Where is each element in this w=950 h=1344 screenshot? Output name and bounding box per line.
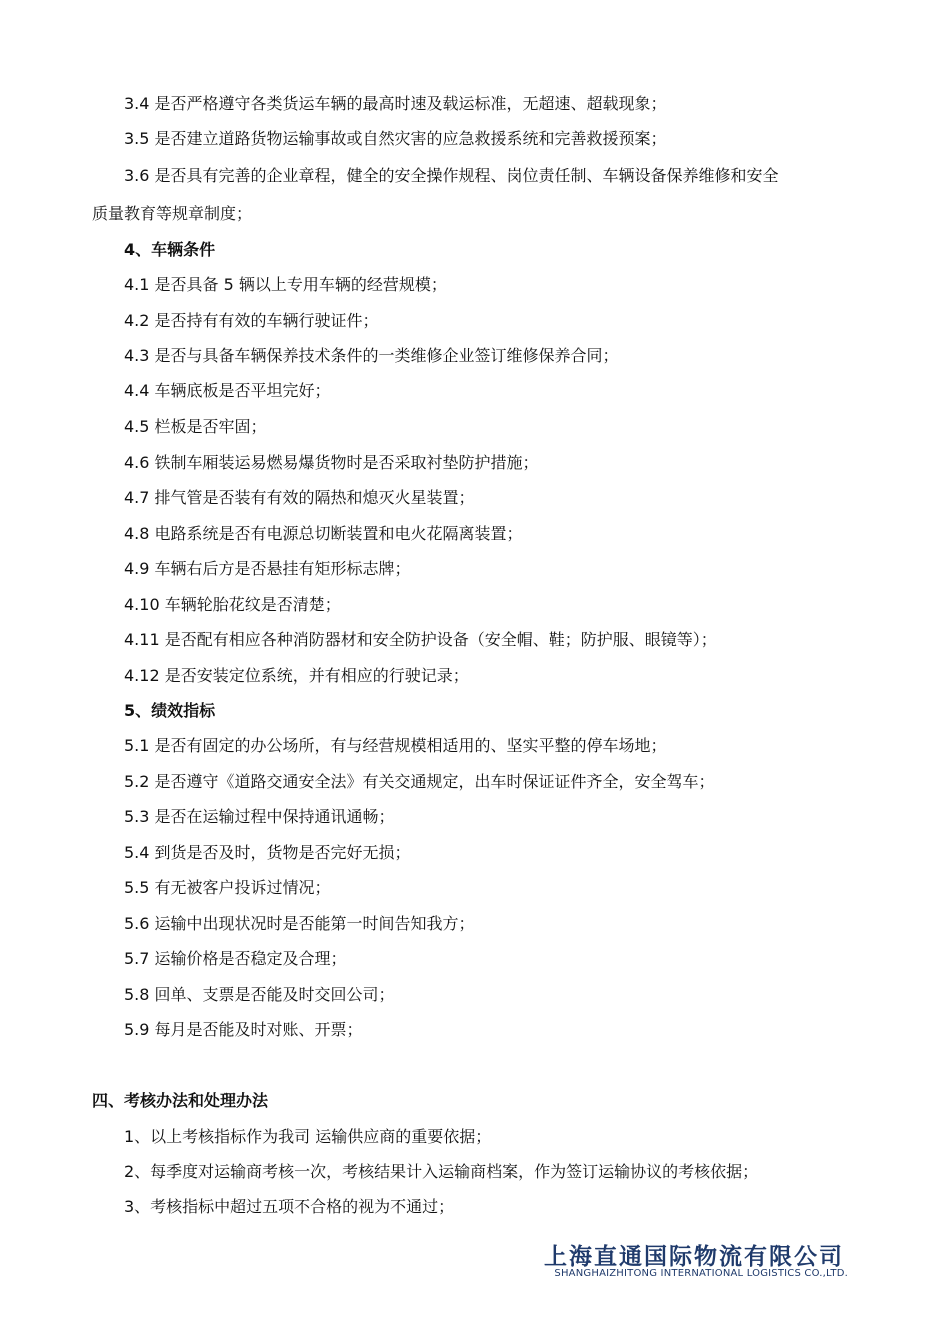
text-line: 3.6 是否具有完善的企业章程，健全的安全操作规程、岗位责任制、车辆设备保养维修和安全: [124, 166, 779, 185]
text-line: 4.2 是否持有有效的车辆行驶证件；: [124, 311, 379, 330]
text-line: 4.1 是否具备 5 辆以上专用车辆的经营规模；: [124, 275, 447, 294]
text-line: 5.3 是否在运输过程中保持通讯通畅；: [124, 807, 395, 826]
text-line: 4.12 是否安装定位系统，并有相应的行驶记录；: [124, 666, 469, 685]
company-name-en: SHANGHAIZHITONG INTERNATIONAL LOGISTICS CO.,LTD.: [554, 1268, 848, 1279]
company-logo: [530, 1238, 850, 1288]
text-line: 5.6 运输中出现状况时是否能第一时间告知我方；: [124, 914, 475, 933]
text-line: 5.7 运输价格是否稳定及合理；: [124, 949, 347, 968]
text-line: 4.10 车辆轮胎花纹是否清楚；: [124, 595, 341, 614]
text-line: 5.4 到货是否及时，货物是否完好无损；: [124, 843, 411, 862]
text-line: 质量教育等规章制度；: [92, 204, 253, 223]
text-line: 4.11 是否配有相应各种消防器材和安全防护设备（安全帽、鞋；防护服、眼镜等）；: [124, 630, 717, 649]
text-line: 5.9 每月是否能及时对账、开票；: [124, 1020, 363, 1039]
text-line: 3.4 是否严格遵守各类货运车辆的最高时速及载运标准，无超速、超载现象；: [124, 94, 667, 113]
text-line: 4.3 是否与具备车辆保养技术条件的一类维修企业签订维修保养合同；: [124, 346, 619, 365]
text-line: 5.8 回单、支票是否能及时交回公司；: [124, 985, 395, 1004]
company-name-cn: 上海直通国际物流有限公司: [544, 1243, 844, 1270]
text-line: 4.4 车辆底板是否平坦完好；: [124, 381, 331, 400]
text-line: 5.2 是否遵守《道路交通安全法》有关交通规定，出车时保证证件齐全，安全驾车；: [124, 772, 715, 791]
text-line: 3、考核指标中超过五项不合格的视为不通过；: [124, 1197, 455, 1216]
section-heading: 5、绩效指标: [124, 701, 216, 720]
text-line: 4.7 排气管是否装有有效的隔热和熄灭火星装置；: [124, 488, 475, 507]
section-heading: 4、车辆条件: [124, 240, 216, 259]
section-heading: 四、考核办法和处理办法: [92, 1091, 269, 1110]
text-line: 4.9 车辆右后方是否悬挂有矩形标志牌；: [124, 559, 411, 578]
text-line: 5.1 是否有固定的办公场所，有与经营规模相适用的、坚实平整的停车场地；: [124, 736, 667, 755]
text-line: 4.5 栏板是否牢固；: [124, 417, 267, 436]
text-line: 3.5 是否建立道路货物运输事故或自然灾害的应急救援系统和完善救援预案；: [124, 129, 667, 148]
text-line: 4.6 铁制车厢装运易燃易爆货物时是否采取衬垫防护措施；: [124, 453, 539, 472]
text-line: 4.8 电路系统是否有电源总切断装置和电火花隔离装置；: [124, 524, 523, 543]
text-line: 1、以上考核指标作为我司 运输供应商的重要依据；: [124, 1127, 492, 1146]
text-line: 5.5 有无被客户投诉过情况；: [124, 878, 331, 897]
text-line: 2、每季度对运输商考核一次，考核结果计入运输商档案，作为签订运输协议的考核依据；: [124, 1162, 759, 1181]
